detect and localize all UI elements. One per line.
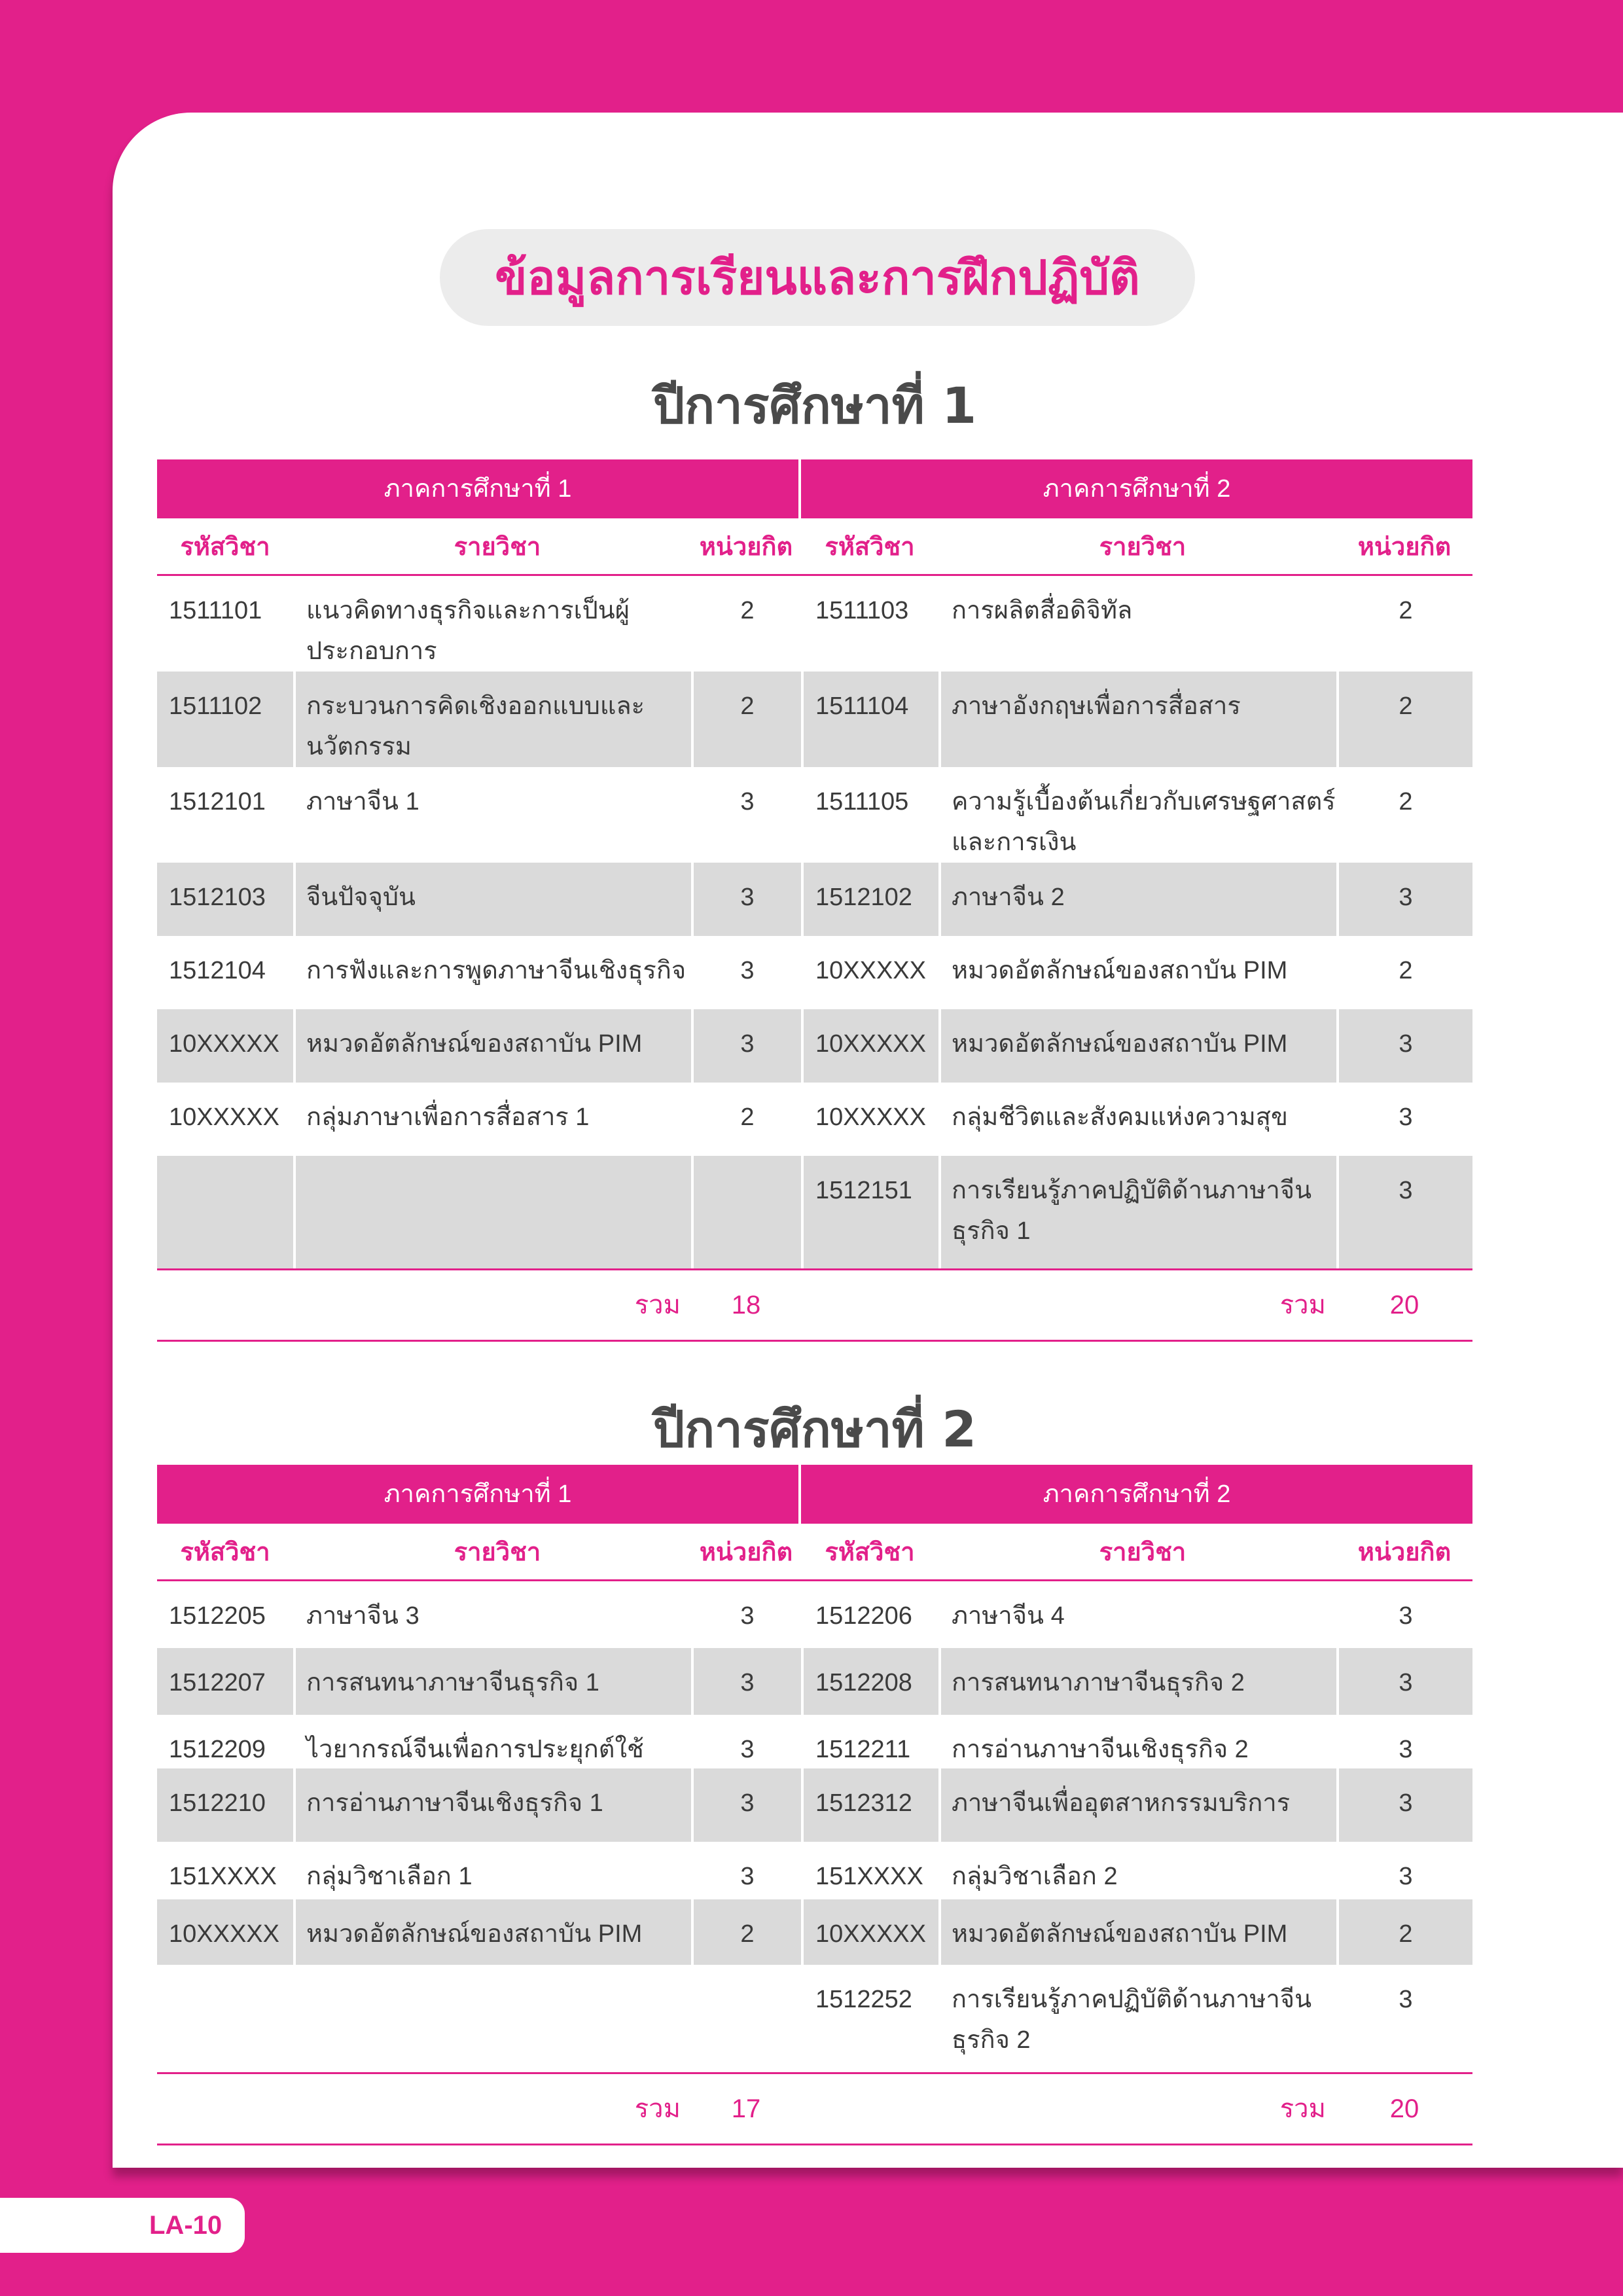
course-units: 3 [691, 936, 801, 1009]
course-code: 1512210 [157, 1768, 293, 1842]
course-code: 151XXXX [169, 1863, 277, 1890]
course-units: 2 [1336, 936, 1472, 1009]
year-title: ปีการศึกษาที่ 2 [652, 1400, 977, 1458]
column-header-name: รายวิชา [1099, 1539, 1186, 1566]
course-units: 3 [1336, 863, 1472, 936]
course-units: 2 [691, 1899, 801, 1965]
course-name: หมวดอัตลักษณ์ของสถาบัน PIM [938, 936, 1336, 1009]
course-units: 2 [1336, 767, 1472, 863]
total-label: รวม [1279, 2094, 1326, 2123]
course-code: 1511101 [169, 597, 262, 624]
table-row [157, 1156, 1472, 1268]
table-row [157, 767, 1472, 863]
year-title: ปีการศึกษาที่ 1 [652, 376, 977, 435]
course-units: 2 [1336, 576, 1472, 672]
curriculum-table-year-2 [157, 1465, 1472, 2145]
course-units: 3 [691, 1009, 801, 1083]
course-code: 1512104 [169, 957, 266, 984]
table-row [157, 1009, 1472, 1083]
course-units: 3 [691, 1581, 801, 1648]
course-name [293, 1156, 691, 1268]
course-code: 1512211 [801, 1715, 938, 1768]
course-code: 1512206 [801, 1581, 938, 1648]
table-row [157, 1581, 1472, 1648]
table-row [157, 1648, 1472, 1715]
course-units: 3 [691, 863, 801, 936]
column-header-name: รายวิชา [1099, 533, 1186, 561]
course-units [691, 1965, 801, 2072]
curriculum-table-year-1 [157, 459, 1472, 1342]
table-row [157, 1715, 1472, 1768]
course-name: หมวดอัตลักษณ์ของสถาบัน PIM [293, 1009, 691, 1083]
page-number: LA-10 [0, 2198, 245, 2253]
course-code: 1512103 [157, 863, 293, 936]
course-units: 3 [1336, 1768, 1472, 1842]
course-units: 3 [691, 1648, 801, 1715]
column-header-name: รายวิชา [454, 1539, 541, 1566]
table-row [157, 1083, 1472, 1156]
course-name: หมวดอัตลักษณ์ของสถาบัน PIM [938, 1899, 1336, 1965]
course-code: 1511104 [801, 672, 938, 767]
course-code: 1512208 [801, 1648, 938, 1715]
table-row [157, 1965, 1472, 2072]
course-code: 1512101 [169, 788, 266, 816]
table-row [157, 936, 1472, 1009]
total-label: รวม [634, 1291, 681, 1319]
column-header-row [157, 518, 1472, 576]
total-value: 20 [1389, 2094, 1419, 2123]
total-row [157, 1268, 1472, 1342]
course-units: 2 [691, 1083, 801, 1156]
course-code: 10XXXXX [801, 1083, 938, 1156]
course-code: 1511103 [801, 576, 938, 672]
course-code: 10XXXXX [801, 936, 938, 1009]
course-units: 2 [1336, 1899, 1472, 1965]
course-name: การฟังและการพูดภาษาจีนเชิงธุรกิจ [293, 936, 691, 1009]
course-code: 1512207 [157, 1648, 293, 1715]
table-row [157, 863, 1472, 936]
course-units: 3 [1336, 1083, 1472, 1156]
course-units: 3 [691, 1842, 801, 1899]
course-name: กระบวนการคิดเชิงออกแบบและนวัตกรรม [293, 672, 691, 767]
course-name: ภาษาจีน 1 [293, 767, 691, 863]
course-name: การเรียนรู้ภาคปฏิบัติด้านภาษาจีนธุรกิจ 2 [938, 1965, 1336, 2072]
course-code: 1512312 [801, 1768, 938, 1842]
semester-label: ภาคการศึกษาที่ 1 [157, 459, 801, 518]
course-units: 3 [1336, 1009, 1472, 1083]
column-header-name: รายวิชา [454, 533, 541, 561]
course-name: ภาษาจีน 4 [938, 1581, 1336, 1648]
semester-label: ภาคการศึกษาที่ 2 [1043, 475, 1231, 503]
column-header-code: รหัสวิชา [825, 1539, 915, 1566]
table-row [157, 672, 1472, 767]
semester-label: ภาคการศึกษาที่ 2 [1043, 1480, 1231, 1508]
course-name: กลุ่มภาษาเพื่อการสื่อสาร 1 [293, 1083, 691, 1156]
course-units: 3 [1336, 1715, 1472, 1768]
course-units: 2 [691, 672, 801, 767]
total-value: 18 [731, 1291, 761, 1319]
course-units: 3 [691, 1768, 801, 1842]
course-code: 1512102 [801, 863, 938, 936]
course-name: ภาษาจีนเพื่ออุตสาหกรรมบริการ [938, 1768, 1336, 1842]
course-code: 1512205 [169, 1602, 266, 1630]
column-header-units: หน่วยกิต [1357, 1539, 1452, 1566]
course-units [691, 1156, 801, 1268]
column-header-row [157, 1524, 1472, 1581]
course-name: การผลิตสื่อดิจิทัล [938, 576, 1336, 672]
course-name: แนวคิดทางธุรกิจและการเป็นผู้ประกอบการ [293, 576, 691, 672]
course-code: 1512252 [801, 1965, 938, 2072]
course-units: 2 [1336, 672, 1472, 767]
course-code: 10XXXXX [801, 1009, 938, 1083]
course-name: การสนทนาภาษาจีนธุรกิจ 2 [938, 1648, 1336, 1715]
course-units: 3 [1336, 1581, 1472, 1648]
course-units: 3 [1336, 1156, 1472, 1268]
course-name: ภาษาอังกฤษเพื่อการสื่อสาร [938, 672, 1336, 767]
course-code [157, 1156, 293, 1268]
course-name: ไวยากรณ์จีนเพื่อการประยุกต์ใช้ [293, 1715, 691, 1768]
course-name: หมวดอัตลักษณ์ของสถาบัน PIM [293, 1899, 691, 1965]
course-name: กลุ่มวิชาเลือก 1 [293, 1842, 691, 1899]
course-code: 1512151 [801, 1156, 938, 1268]
page-title: ข้อมูลการเรียนและการฝึกปฏิบัติ [440, 229, 1195, 326]
course-units: 3 [1336, 1648, 1472, 1715]
total-label: รวม [634, 2094, 681, 2123]
total-value: 17 [731, 2094, 761, 2123]
course-code: 1512209 [169, 1736, 266, 1763]
course-code: 151XXXX [801, 1842, 938, 1899]
course-name: ภาษาจีน 2 [938, 863, 1336, 936]
column-header-code: รหัสวิชา [180, 533, 270, 561]
course-code: 1511102 [157, 672, 293, 767]
column-header-units: หน่วยกิต [1357, 533, 1452, 561]
course-code [157, 1965, 293, 2072]
course-units: 3 [1336, 1965, 1472, 2072]
table-row [157, 1842, 1472, 1899]
course-name: การสนทนาภาษาจีนธุรกิจ 1 [293, 1648, 691, 1715]
course-name: ภาษาจีน 3 [293, 1581, 691, 1648]
course-code: 10XXXXX [157, 1009, 293, 1083]
course-name: กลุ่มชีวิตและสังคมแห่งความสุข [938, 1083, 1336, 1156]
course-code: 10XXXXX [801, 1899, 938, 1965]
course-units: 3 [691, 767, 801, 863]
table-row [157, 1899, 1472, 1965]
course-code: 1511105 [801, 767, 938, 863]
table-row [157, 576, 1472, 672]
course-units: 2 [691, 576, 801, 672]
course-units: 3 [1336, 1842, 1472, 1899]
total-label: รวม [1279, 1291, 1326, 1319]
total-value: 20 [1389, 1291, 1419, 1319]
course-code: 10XXXXX [157, 1899, 293, 1965]
column-header-units: หน่วยกิต [699, 533, 793, 561]
course-name [293, 1965, 691, 2072]
course-code: 10XXXXX [169, 1103, 279, 1131]
course-name: กลุ่มวิชาเลือก 2 [938, 1842, 1336, 1899]
column-header-units: หน่วยกิต [699, 1539, 793, 1566]
table-row [157, 1768, 1472, 1842]
course-name: ความรู้เบื้องต้นเกี่ยวกับเศรษฐศาสตร์และการเงิน [938, 767, 1336, 863]
semester-label: ภาคการศึกษาที่ 1 [157, 1465, 801, 1524]
course-name: หมวดอัตลักษณ์ของสถาบัน PIM [938, 1009, 1336, 1083]
course-units: 3 [691, 1715, 801, 1768]
semester-header-row [157, 1465, 1472, 1524]
total-row [157, 2072, 1472, 2145]
course-name: การเรียนรู้ภาคปฏิบัติด้านภาษาจีนธุรกิจ 1 [938, 1156, 1336, 1268]
course-name: การอ่านภาษาจีนเชิงธุรกิจ 2 [938, 1715, 1336, 1768]
column-header-code: รหัสวิชา [180, 1539, 270, 1566]
column-header-code: รหัสวิชา [825, 533, 915, 561]
course-name: จีนปัจจุบัน [293, 863, 691, 936]
semester-header-row [157, 459, 1472, 518]
course-name: การอ่านภาษาจีนเชิงธุรกิจ 1 [293, 1768, 691, 1842]
